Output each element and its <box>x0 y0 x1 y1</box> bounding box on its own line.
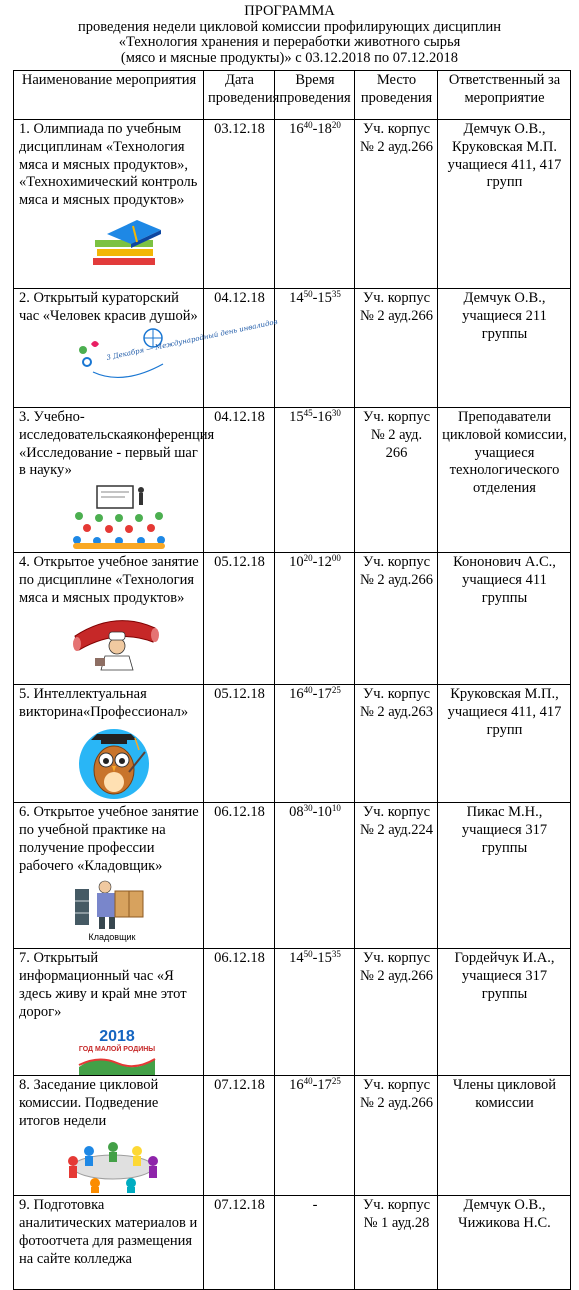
place-cell: Уч. корпус № 2 ауд.266 <box>355 289 438 408</box>
document-header <box>0 4 579 66</box>
time-cell: $15^{45}-16^{30}$ <box>275 408 355 553</box>
svg-text:3 Декабря — Международный день: 3 Декабря — Международный день инвалидов <box>105 317 279 362</box>
time-cell: $16^{40}-18^{20}$ <box>275 120 355 289</box>
table-row <box>14 120 571 289</box>
column-header-date: Дата проведения <box>204 71 275 120</box>
time-cell: $14^{50}-15^{35}$ <box>275 289 355 408</box>
date-cell: 06.12.18 <box>204 949 275 1076</box>
place-cell: Уч. корпус № 2 ауд.224 <box>355 803 438 949</box>
svg-text:Кладовщик: Кладовщик <box>88 932 136 943</box>
place-cell: Уч. корпус № 1 ауд.28 <box>355 1196 438 1290</box>
responsible-cell: Демчук О.В., Чижикова Н.С. <box>438 1196 571 1290</box>
place-cell: Уч. корпус № 2 ауд.263 <box>355 685 438 803</box>
event-name: 9. Подготовка аналитических материалов и фотоотчета для размещения на сайте колледжа <box>19 1197 198 1267</box>
table-row <box>14 408 571 553</box>
conference-icon <box>69 482 169 552</box>
program-table <box>13 70 571 1290</box>
event-name: 3. Учебно- исследовательскаяконференция «Исследование - первый шаг в науку» <box>19 409 215 479</box>
program-subtitle-line-2: «Технология хранения и переработки животного сырья <box>118 34 461 51</box>
meeting-icon <box>59 1133 167 1193</box>
responsible-cell: Круковская М.П., учащиеся 411, 417 групп <box>438 685 571 803</box>
event-name: 2. Открытый кураторский час «Человек красив душой» <box>19 290 198 324</box>
table-row <box>14 949 571 1076</box>
table-row <box>14 685 571 803</box>
column-header-responsible: Ответственный за мероприятие <box>438 71 571 120</box>
time-cell: $16^{40}-17^{25}$ <box>275 1076 355 1196</box>
time-cell: $10^{20}-12^{00}$ <box>275 553 355 685</box>
date-cell: 03.12.18 <box>204 120 275 289</box>
responsible-cell: Пикас М.Н., учащиеся 317 группы <box>438 803 571 949</box>
date-cell: 05.12.18 <box>204 553 275 685</box>
event-name: 4. Открытое учебное занятие по дисциплине «Технология мяса и мясных продуктов» <box>19 554 199 606</box>
table-header-row <box>14 71 571 120</box>
place-cell: Уч. корпус № 2 ауд.266 <box>355 949 438 1076</box>
date-cell: 04.12.18 <box>204 289 275 408</box>
event-cell <box>14 1076 204 1196</box>
date-cell: 04.12.18 <box>204 408 275 553</box>
place-cell: Уч. корпус № 2 ауд.266 <box>355 120 438 289</box>
responsible-cell: Члены цикловой комиссии <box>438 1076 571 1196</box>
place-cell: Уч. корпус № 2 ауд.266 <box>355 1076 438 1196</box>
event-cell <box>14 408 215 553</box>
date-cell: 05.12.18 <box>204 685 275 803</box>
svg-text:ГОД МАЛОЙ РОДИНЫ: ГОД МАЛОЙ РОДИНЫ <box>78 1046 156 1054</box>
program-subtitle-line-3: (мясо и мясные продукты)» с 03.12.2018 по 07.12.2018 <box>120 49 459 66</box>
responsible-cell: Демчук О.В., Круковская М.П. учащиеся 411, 417 групп <box>438 120 571 289</box>
event-cell <box>14 553 204 685</box>
date-cell: 07.12.18 <box>204 1196 275 1290</box>
date-cell: 06.12.18 <box>204 803 275 949</box>
program-subtitle-line-1: проведения недели цикловой комиссии профилирующих дисциплин <box>78 18 501 35</box>
table-row <box>14 1076 571 1196</box>
disability-day-logo <box>77 317 279 388</box>
svg-text:2018: 2018 <box>99 1028 135 1046</box>
time-cell: - <box>275 1196 355 1290</box>
books-icon <box>87 212 167 270</box>
table-row <box>14 289 571 408</box>
place-cell: Уч. корпус № 2 ауд. 266 <box>355 408 438 553</box>
responsible-cell: Гордейчук И.А., учащиеся 317 группы <box>438 949 571 1076</box>
event-name: 8. Заседание цикловой комиссии. Подведение итогов недели <box>19 1077 159 1129</box>
event-name: 1. Олимпиада по учебным дисциплинам «Технология мяса и мясных продуктов», «Технохимический контроль мяса и мясных продуктов» <box>19 121 198 209</box>
responsible-cell: Кононович А.С., учащиеся 411 группы <box>438 553 571 685</box>
program-title: ПРОГРАММА <box>244 3 335 19</box>
table-row <box>14 553 571 685</box>
time-cell: $08^{30}-10^{10}$ <box>275 803 355 949</box>
column-header-time: Время проведения <box>275 71 355 120</box>
event-name: 6. Открытое учебное занятие по учебной практике на получение профессии рабочего «Кладовщик» <box>19 804 199 874</box>
storekeeper-icon <box>71 877 153 943</box>
homeland-2018-icon <box>77 1023 157 1075</box>
event-cell <box>14 1196 204 1290</box>
table-row <box>14 803 571 949</box>
time-cell: $14^{50}-15^{35}$ <box>275 949 355 1076</box>
owl-icon <box>77 724 151 800</box>
event-cell <box>14 685 204 803</box>
time-cell: $16^{40}-17^{25}$ <box>275 685 355 803</box>
event-name: 5. Интеллектуальная викторина«Профессионал» <box>19 686 189 720</box>
column-header-place: Место проведения <box>355 71 438 120</box>
event-cell <box>14 949 204 1076</box>
responsible-cell: Преподаватели цикловой комиссии, учащиеся технологического отделения <box>438 408 571 553</box>
table-row <box>14 1196 571 1290</box>
responsible-cell: Демчук О.В., учащиеся 211 группы <box>438 289 571 408</box>
date-cell: 07.12.18 <box>204 1076 275 1196</box>
event-name: 7. Открытый информационный час «Я здесь живу и край мне этот дорог» <box>19 950 187 1020</box>
event-cell <box>14 120 204 289</box>
place-cell: Уч. корпус № 2 ауд.266 <box>355 553 438 685</box>
column-header-name: Наименование мероприятия <box>14 71 204 120</box>
sausage-chef-icon <box>71 610 161 670</box>
event-cell <box>14 803 204 949</box>
